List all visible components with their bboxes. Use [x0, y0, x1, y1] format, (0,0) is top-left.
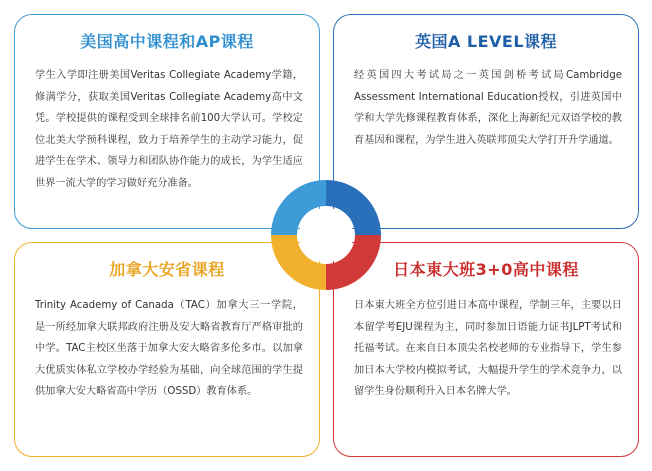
uk-a-level-description: 经英国四大考试局之一英国剑桥考试局Cambridge Assessment International Education授权，引进英国中学和大学先修课程教育体系，深化上海新纪元双语学校的教育基因和课程，为学生进入英联邦顶尖大学打开升学通道。 — [354, 70, 622, 146]
japan-todai-description: 日本東大班全方位引进日本高中课程，学制三年，主要以日本留学考EJU课程为主，同时参加日语能力证书JLPT考试和托福考试。在来自日本顶尖名校老师的专业指导下，学生参加日本大学校内模拟考试，大幅提升学生的学术竞争力，以留学生身份顺利升入日本名牌大学。 — [354, 300, 622, 397]
us-curriculum-title: 美国高中课程和AP课程 — [80, 32, 254, 51]
japan-todai-title: 日本東大班3+0高中课程 — [393, 260, 579, 279]
canada-ontario-description: Trinity Academy of Canada（TAC）加拿大三一学院，是一所经加拿大联邦政府注册及安大略省教育厅严格审批的中学。TAC主校区坐落于加拿大安大略省多伦多市。以加拿大优质实体私立学校办学经验为基础，向全球范围的学生提供加拿大安大略省高中学历（OSSD）教育体系。 — [35, 300, 303, 397]
uk-a-level-title: 英国A LEVEL课程 — [414, 32, 558, 51]
us-curriculum-description: 学生入学即注册美国Veritas Collegiate Academy学籍，修满学分，获取美国Veritas Collegiate Academy高中文凭。学校提供的课程受到全球排名前100大学认可。学校定位北美大学预科课程，致力于培养学生的主动学习能力，促进学生在学术、领导力和团队协作能力的成长，为学生适应世界一流大学的学习做好充分准备。 — [35, 70, 303, 189]
four-color-ring-graphic — [271, 180, 381, 290]
ring-center — [299, 208, 353, 262]
canada-ontario-title: 加拿大安省课程 — [109, 260, 225, 279]
